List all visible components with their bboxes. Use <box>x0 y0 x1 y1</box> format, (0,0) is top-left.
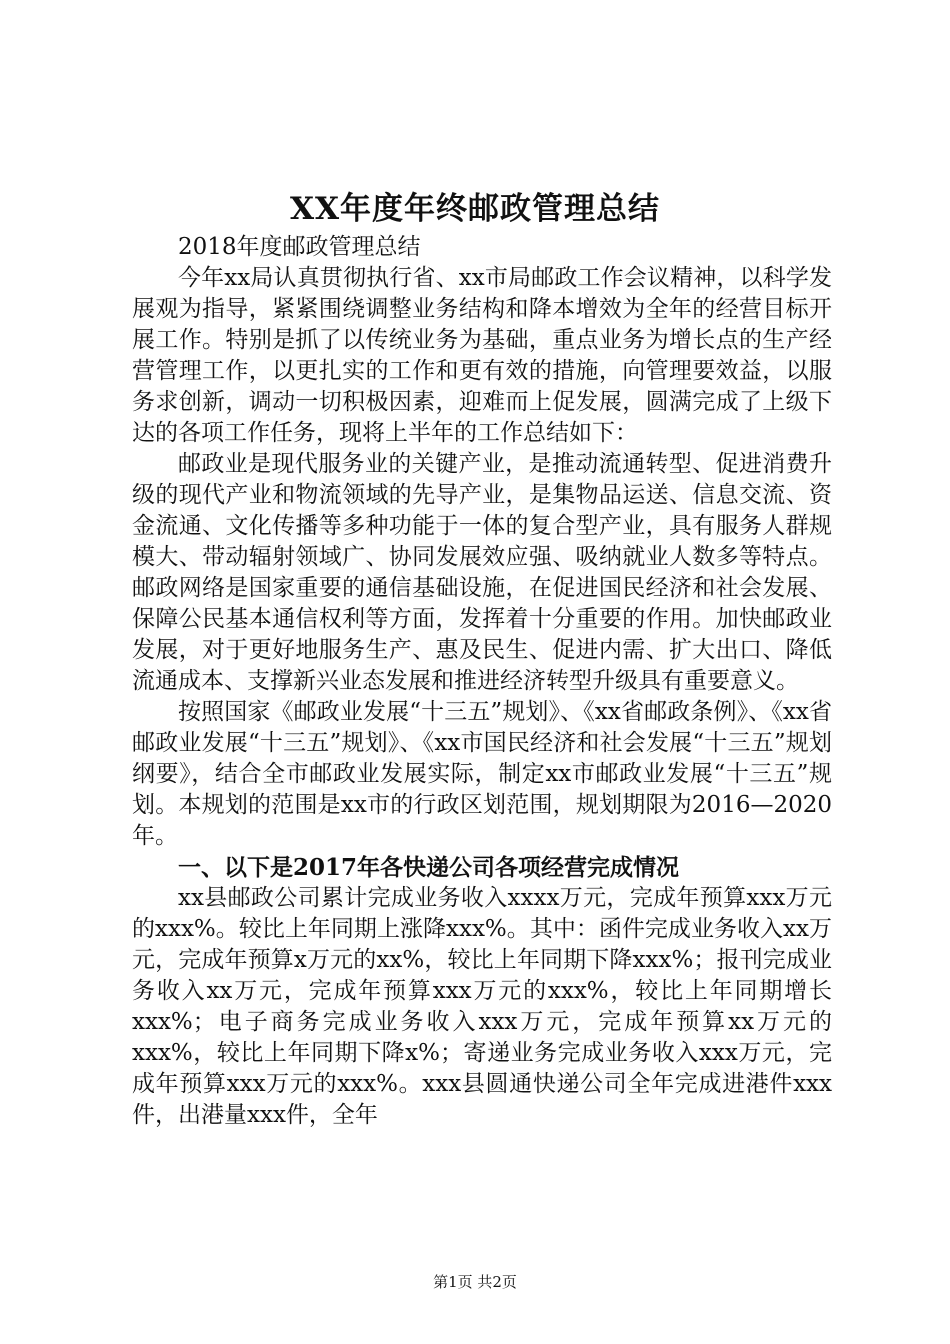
page-footer: 第1页 共2页 <box>433 1273 517 1291</box>
document-body <box>132 232 832 1131</box>
section-heading: 一、以下是2017年各快递公司各项经营完成情况 <box>178 854 680 881</box>
document-title: XX年度年终邮政管理总结 <box>289 191 661 227</box>
body-paragraph: 今年xx局认真贯彻执行省、xx市局邮政工作会议精神，以科学发展观为指导，紧紧围绕调整业务结构和降本增效为全年的经营目标开展工作。特别是抓了以传统业务为基础，重点业务为增长点的生产经营管理工作，以更扎实的工作和更有效的措施，向管理要效益，以服务求创新，调动一切积极因素，迎难而上促发展，圆满完成了上级下达的各项工作任务，现将上半年的工作总结如下： <box>132 265 832 446</box>
body-paragraph: 按照国家《邮政业发展“十三五”规划》、《xx省邮政条例》、《xx省邮政业发展“十三五”规划》、《xx市国民经济和社会发展“十三五”规划纲要》，结合全市邮政业发展实际，制定xx市邮政业发展“十三五”规划。本规划的范围是xx市的行政区划范围，规划期限为2016—2020年。 <box>132 699 832 849</box>
body-paragraph: xx县邮政公司累计完成业务收入xxxx万元，完成年预算xxx万元的xxx%。较比上年同期上涨降xxx%。其中：函件完成业务收入xx万元，完成年预算x万元的xx%，较比上年同期下降xxx%；报刊完成业务收入xx万元，完成年预算xxx万元的xxx%，较比上年同期增长xxx%；电子商务完成业务收入xxx万元，完成年预算xx万元的xxx%，较比上年同期下降x%；寄递业务完成业务收入xxx万元，完成年预算xxx万元的xxx%。xxx县圆通快递公司全年完成进港件xxx件，出港量xxx件，全年 <box>132 885 832 1128</box>
subtitle-paragraph: 2018年度邮政管理总结 <box>178 234 421 260</box>
body-paragraph: 邮政业是现代服务业的关键产业，是推动流通转型、促进消费升级的现代产业和物流领域的先导产业，是集物品运送、信息交流、资金流通、文化传播等多种功能于一体的复合型产业，具有服务人群规模大、带动辐射领域广、协同发展效应强、吸纳就业人数多等特点。邮政网络是国家重要的通信基础设施，在促进国民经济和社会发展、保障公民基本通信权利等方面，发挥着十分重要的作用。加快邮政业发展，对于更好地服务生产、惠及民生、促进内需、扩大出口、降低流通成本、支撑新兴业态发展和推进经济转型升级具有重要意义。 <box>132 451 832 694</box>
